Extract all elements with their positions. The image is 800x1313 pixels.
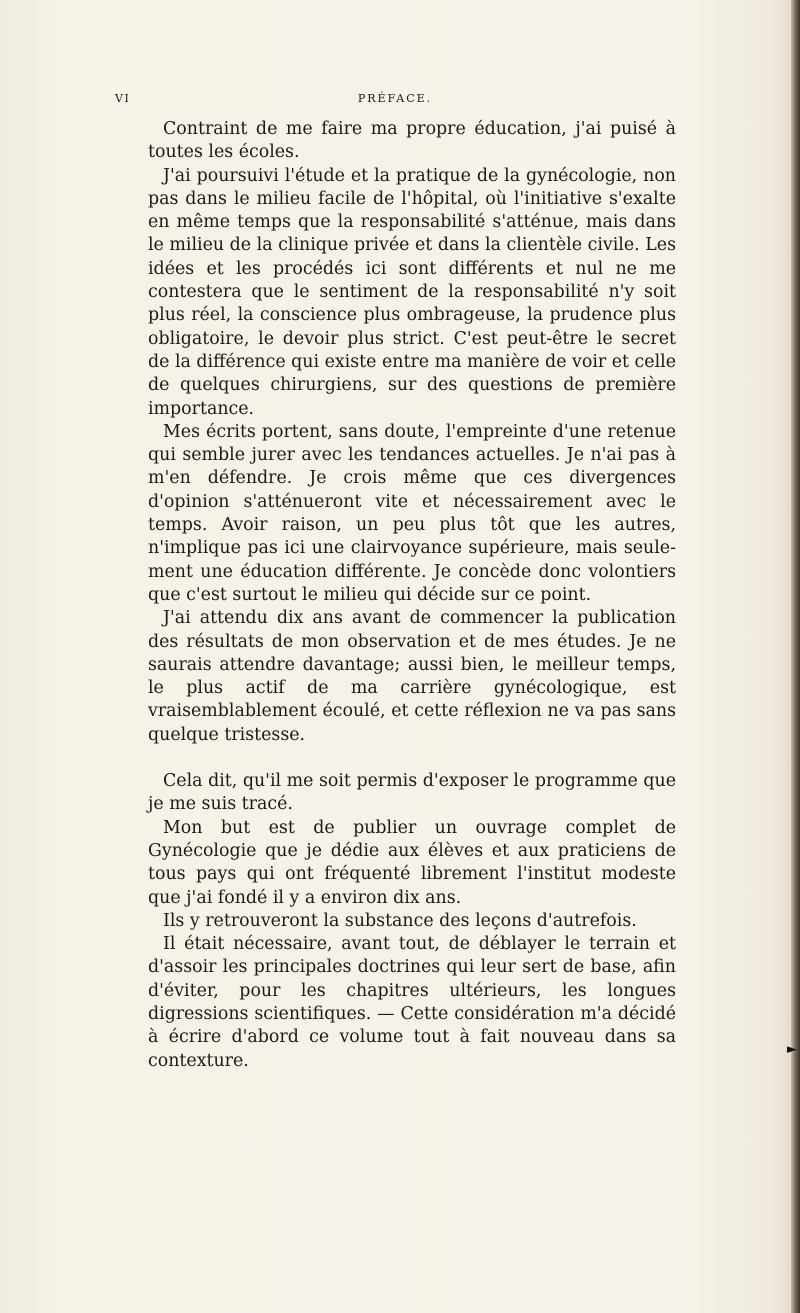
- paragraph: Cela dit, qu'il me soit permis d'exposer le programme que je me suis tracé.: [148, 771, 676, 815]
- book-spine-shadow: [791, 0, 800, 1313]
- body-text: [148, 118, 676, 1073]
- paragraph: Mes écrits portent, sans doute, l'empreinte d'une retenue qui semble jurer avec les tendances actuelles. Je n'ai pas à m'en défendre. Je crois même que ces divergences d'opinion s'atténueront vite et nécessairement avec le temps. Avoir raison, un peu plus tôt que les autres, n'implique pas ici une clairvoyance supérieure, mais seulement une éducation différente. Je concède donc volontiers que c'est surtout le milieu qui décide sur ce point.: [148, 421, 676, 605]
- paragraph: Il était nécessaire, avant tout, de déblayer le terrain et d'assoir les principales doctrines qui leur sert de base, afin d'éviter, pour les chapitres ultérieurs, les longues digressions scientifiques. — Cette considération m'a décidé à écrire d'abord ce volume tout à fait nouveau dans sa contexture.: [148, 934, 676, 1071]
- paragraph: Contraint de me faire ma propre éducation, j'ai puisé à toutes les écoles.: [148, 119, 676, 163]
- paragraph: J'ai attendu dix ans avant de commencer la publication des résultats de mon observation et de mes études. Je ne saurais attendre davantage; aussi bien, le meilleur temps, le plus actif de ma carrière gynécologique, est vraisemblablement écoulé, et cette réflexion ne va pas sans quelque tristesse.: [148, 608, 676, 745]
- page-number: VI: [115, 92, 131, 105]
- paragraph: Ils y retrouveront la substance des leçons d'autrefois.: [163, 910, 637, 931]
- paragraph: J'ai poursuivi l'étude et la pratique de la gynécologie, non pas dans le milieu facile de l'hôpital, où l'initiative s'exalte en même temps que la responsabilité s'atténue, mais dans le milieu de la clinique privée et dans la clientèle civile. Les idées et les procédés ici sont différents et nul ne me contestera que le sentiment de la responsabilité n'y soit plus réel, la conscience plus ombrageuse, la prudence plus obligatoire, le devoir plus strict. C'est peut-être le secret de la différence qui existe entre ma manière de voir et celle de quelques chirurgiens, sur des questions de première importance.: [148, 165, 676, 419]
- margin-arrow-icon: ►: [787, 1042, 797, 1057]
- paragraph: Mon but est de publier un ouvrage complet de Gynécologie que je dédie aux élèves et aux praticiens de tous pays qui ont fréquenté librement l'institut modeste que j'ai fondé il y a environ dix ans.: [148, 817, 676, 908]
- running-title: PRÉFACE.: [357, 92, 433, 105]
- running-head: [115, 92, 675, 112]
